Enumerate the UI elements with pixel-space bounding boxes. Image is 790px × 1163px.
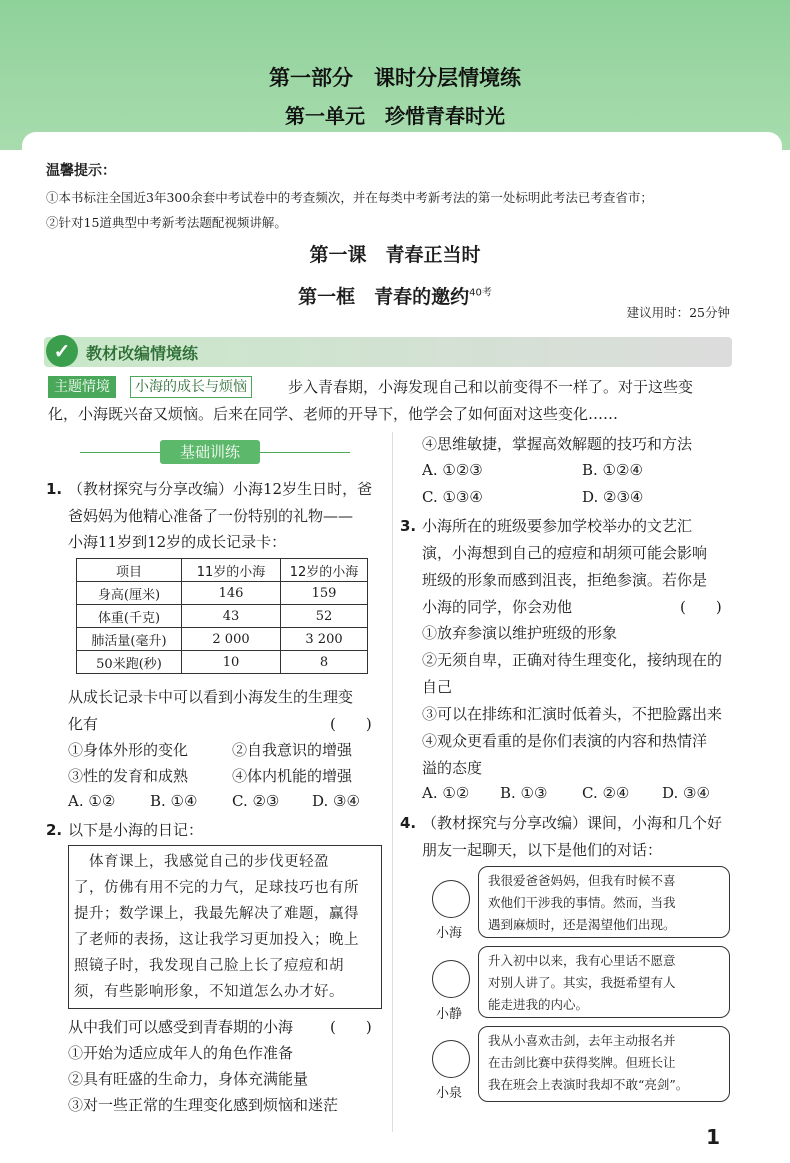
tip-line-1: ①本书标注全国近3年300余套中考试卷中的考查频次，并在每类中考新考法的第一处标明此考法已考查省市；: [46, 190, 653, 205]
speech-line: 我很爱爸爸妈妈，但我有时候不喜: [488, 873, 676, 888]
q1-answer-bracket[interactable]: ( ): [330, 715, 372, 733]
q3-choice-a[interactable]: A. ①②: [422, 784, 470, 802]
q2-answer-bracket[interactable]: ( ): [330, 1018, 372, 1036]
q4-line: （教材探究与分享改编）课间，小海和几个好: [422, 814, 723, 832]
section-banner-title: 教材改编情境练: [86, 344, 199, 363]
table-cell: 146: [182, 582, 281, 605]
speech-line: 对别人讲了。其实，我挺希望有人: [488, 975, 676, 990]
q3-option: 溢的态度: [422, 759, 483, 777]
q3-option: ①放弃参演以维护班级的形象: [422, 624, 618, 642]
table-header: 11岁的小海: [182, 559, 281, 582]
q1-choice-b[interactable]: B. ①④: [150, 792, 198, 810]
girl-avatar-icon: [432, 960, 470, 998]
q3-answer-bracket[interactable]: ( ): [680, 598, 722, 616]
column-divider: [392, 432, 393, 1132]
table-cell: 52: [281, 605, 368, 628]
part-title: 第一部分 课时分层情境练: [269, 66, 521, 90]
q2-choice-b[interactable]: B. ①②④: [582, 461, 643, 479]
q3-option: ③可以在排练和汇演时低着头，不把脸露出来: [422, 705, 723, 723]
q3-choice-d[interactable]: D. ③④: [662, 784, 710, 802]
q3-line: 演，小海想到自己的痘痘和胡须可能会影响: [422, 544, 708, 562]
suggested-time: 建议用时：25分钟: [626, 305, 730, 320]
table-cell: 2 000: [182, 628, 281, 651]
speech-line: 在击剑比赛中获得奖牌。但班长让: [488, 1055, 676, 1070]
table-cell: 43: [182, 605, 281, 628]
q2-stem: 从中我们可以感受到青春期的小海: [68, 1018, 294, 1036]
q4-line: 朋友一起聊天，以下是他们的对话：: [422, 841, 663, 859]
table-cell: 50米跑(秒): [77, 651, 182, 674]
table-cell: 159: [281, 582, 368, 605]
q2-option: ②具有旺盛的生命力，身体充满能量: [68, 1070, 309, 1088]
q3-number: 3.: [400, 517, 417, 535]
table-cell: 肺活量(毫升): [77, 628, 182, 651]
lesson-title: 第一课 青春正当时: [309, 244, 481, 266]
q3-line: 班级的形象而感到沮丧，拒绝参演。若你是: [422, 571, 708, 589]
table-header: 项目: [77, 559, 182, 582]
basic-training-label: 基础训练: [160, 440, 260, 464]
speaker-name: 小海: [436, 926, 463, 941]
speech-line: 遇到麻烦时，还是渴望他们出现。: [488, 917, 676, 932]
table-row: [77, 628, 368, 651]
diary-line: 了，仿佛有用不完的力气，足球技巧也有所: [74, 880, 359, 896]
speech-line: 升入初中以来，我有心里话不愿意: [488, 953, 676, 968]
speaker-name: 小静: [436, 1007, 463, 1022]
table-cell: 8: [281, 651, 368, 674]
q1-option: ④体内机能的增强: [232, 767, 353, 785]
growth-record-table: [76, 558, 368, 674]
boy-avatar-icon: [432, 1040, 470, 1078]
q1-line: 爸妈妈为他精心准备了一份特别的礼物——: [68, 507, 354, 525]
diary-line: 体育课上，我感觉自己的步伐更轻盈: [74, 854, 329, 870]
unit-title: 第一单元 珍惜青春时光: [285, 104, 505, 128]
q2-line: 以下是小海的日记：: [68, 821, 204, 839]
diary-line: 照镜子时，我发现自己脸上长了痘痘和胡: [74, 958, 344, 974]
diary-line: 须，有些影响形象，不知道怎么办才好。: [74, 984, 344, 1000]
q1-line: 小海11岁到12岁的成长记录卡：: [68, 533, 287, 551]
q2-choice-a[interactable]: A. ①②③: [422, 461, 483, 479]
section-heading-text: 第一框 青春的邀约: [298, 286, 470, 308]
table-row: [77, 582, 368, 605]
tips-title: 温馨提示：: [46, 163, 116, 179]
q2-option: ①开始为适应成年人的角色作准备: [68, 1044, 294, 1062]
tip-line-2: ②针对15道典型中考新考法题配视频讲解。: [46, 215, 287, 230]
q1-option: ③性的发育和成熟: [68, 767, 189, 785]
page-number: 1: [706, 1125, 720, 1149]
q2-choice-d[interactable]: D. ②③④: [582, 488, 644, 506]
speech-line: 欢他们干涉我的事情。然而，当我: [488, 895, 676, 910]
q2-option: ③对一些正常的生理变化感到烦恼和迷茫: [68, 1096, 339, 1114]
theme-name: 小海的成长与烦恼: [130, 376, 252, 398]
table-cell: 3 200: [281, 628, 368, 651]
speech-line: 能走进我的内心。: [488, 997, 589, 1012]
q1-option: ①身体外形的变化: [68, 741, 189, 759]
exam-frequency: 40考: [469, 287, 492, 299]
q1-option: ②自我意识的增强: [232, 741, 353, 759]
table-header-row: [77, 559, 368, 582]
table-row: [77, 605, 368, 628]
table-cell: 体重(千克): [77, 605, 182, 628]
q1-stem: 从成长记录卡中可以看到小海发生的生理变: [68, 688, 354, 706]
q2-number: 2.: [46, 821, 63, 839]
q3-option: ②无须自卑，正确对待生理变化，接纳现在的: [422, 651, 723, 669]
q3-choice-c[interactable]: C. ②④: [582, 784, 630, 802]
q2-choice-c[interactable]: C. ①③④: [422, 488, 483, 506]
q3-line: 小海的同学，你会劝他: [422, 598, 573, 616]
q3-choice-b[interactable]: B. ①③: [500, 784, 548, 802]
q1-number: 1.: [46, 480, 63, 498]
table-row: [77, 651, 368, 674]
boy-avatar-icon: [432, 880, 470, 918]
table-cell: 身高(厘米): [77, 582, 182, 605]
table-cell: 10: [182, 651, 281, 674]
diary-line: 提升；数学课上，我最先解决了难题，赢得: [74, 906, 359, 922]
q3-option: ④观众更看重的是你们表演的内容和热情洋: [422, 732, 708, 750]
speech-line: 我在班会上表演时我却不敢“亮剑”。: [488, 1077, 689, 1092]
q3-option: 自己: [422, 678, 453, 696]
speech-line: 我从小喜欢击剑，去年主动报名并: [488, 1033, 676, 1048]
q2-option: ④思维敏捷，掌握高效解题的技巧和方法: [422, 435, 693, 453]
theme-intro-1: 步入青春期，小海发现自己和以前变得不一样了。对于这些变: [288, 378, 694, 396]
diary-line: 了老师的表扬，这让我学习更加投入；晚上: [74, 932, 359, 948]
theme-intro-2: 化，小海既兴奋又烦恼。后来在同学、老师的开导下，他学会了如何面对这些变化……: [48, 405, 619, 423]
q1-choice-d[interactable]: D. ③④: [312, 792, 360, 810]
q1-stem: 化有: [68, 715, 99, 733]
table-header: 12岁的小海: [281, 559, 368, 582]
q3-line: 小海所在的班级要参加学校举办的文艺汇: [422, 517, 693, 535]
q1-choice-c[interactable]: C. ②③: [232, 792, 280, 810]
theme-tag: 主题情境: [48, 376, 116, 398]
q1-choice-a[interactable]: A. ①②: [68, 792, 116, 810]
q4-number: 4.: [400, 814, 417, 832]
check-icon: ✓: [46, 335, 78, 367]
speaker-name: 小泉: [436, 1086, 463, 1101]
q1-line: （教材探究与分享改编）小海12岁生日时，爸: [68, 480, 373, 498]
